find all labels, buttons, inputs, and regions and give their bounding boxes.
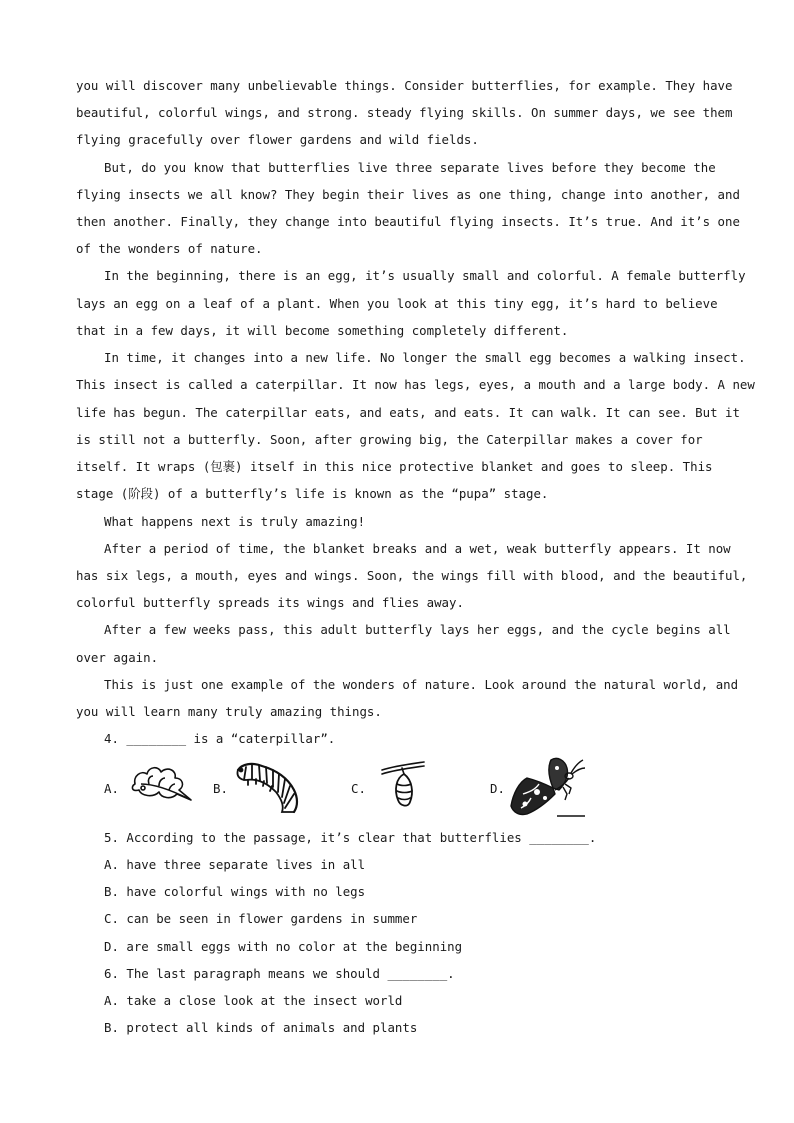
q4-option-b-label[interactable]: B. [213,781,228,796]
passage-line: colorful butterfly spreads its wings and flies away. [76,595,464,610]
q5-option-d[interactable]: D. are small eggs with no color at the beginning [104,939,463,954]
q6-option-a[interactable]: A. take a close look at the insect world [104,993,403,1008]
question-4-stem: 4. ________ is a “caterpillar”. [104,731,336,746]
passage-line: In the beginning, there is an egg, it’s usually small and colorful. A female butterfly [104,268,746,283]
passage-line: itself. It wraps (包裹) itself in this nice protective blanket and goes to sleep. This [76,459,713,474]
passage-line: has six legs, a mouth, eyes and wings. Soon, the wings fill with blood, and the beautiful, [76,568,748,583]
q6-option-b[interactable]: B. protect all kinds of animals and plants [104,1020,418,1035]
passage-line: beautiful, colorful wings, and strong. steady flying skills. On summer days, we see them [76,105,733,120]
q4-option-d-label[interactable]: D. [490,781,505,796]
passage-line: This insect is called a caterpillar. It now has legs, eyes, a mouth and a large body. A new [76,377,755,392]
passage-line: then another. Finally, they change into beautiful flying insects. It’s true. And it’s one [76,214,740,229]
passage-line: stage (阶段) of a butterfly’s life is known as the “pupa” stage. [76,486,549,501]
q4-option-a-label[interactable]: A. [104,781,119,796]
question-6-stem: 6. The last paragraph means we should ________. [104,966,455,981]
passage-line: you will discover many unbelievable things. Consider butterflies, for example. They have [76,78,733,93]
passage-line: In time, it changes into a new life. No longer the small egg becomes a walking insect. [104,350,746,365]
butterfly-icon [509,754,587,820]
passage-line: that in a few days, it will become something completely different. [76,323,569,338]
passage-line: After a period of time, the blanket breaks and a wet, weak butterfly appears. It now [104,541,731,556]
passage-line: But, do you know that butterflies live three separate lives before they become the [104,160,716,175]
passage-line: you will learn many truly amazing things. [76,704,382,719]
q5-option-c[interactable]: C. can be seen in flower gardens in summer [104,911,418,926]
passage-line: flying insects we all know? They begin their lives as one thing, change into another, and [76,187,740,202]
passage-line: After a few weeks pass, this adult butterfly lays her eggs, and the cycle begins all [104,622,731,637]
q4-option-c-label[interactable]: C. [351,781,366,796]
passage-line: This is just one example of the wonders of nature. Look around the natural world, and [104,677,739,692]
passage-line: of the wonders of nature. [76,241,263,256]
leaf-icon [127,762,197,804]
passage-line: What happens next is truly amazing! [104,514,366,529]
question-5-stem: 5. According to the passage, it’s clear that butterflies ________. [104,830,597,845]
pupa-icon [380,760,426,810]
passage-line: is still not a butterfly. Soon, after growing big, the Caterpillar makes a cover for [76,432,703,447]
passage-line: lays an egg on a leaf of a plant. When you look at this tiny egg, it’s hard to believe [76,296,718,311]
passage-line: life has begun. The caterpillar eats, and eats, and eats. It can walk. It can see. But it [76,405,740,420]
passage-line: over again. [76,650,159,665]
passage-line: flying gracefully over flower gardens and wild fields. [76,132,479,147]
q5-option-a[interactable]: A. have three separate lives in all [104,857,366,872]
q5-option-b[interactable]: B. have colorful wings with no legs [104,884,366,899]
caterpillar-icon [232,758,304,816]
